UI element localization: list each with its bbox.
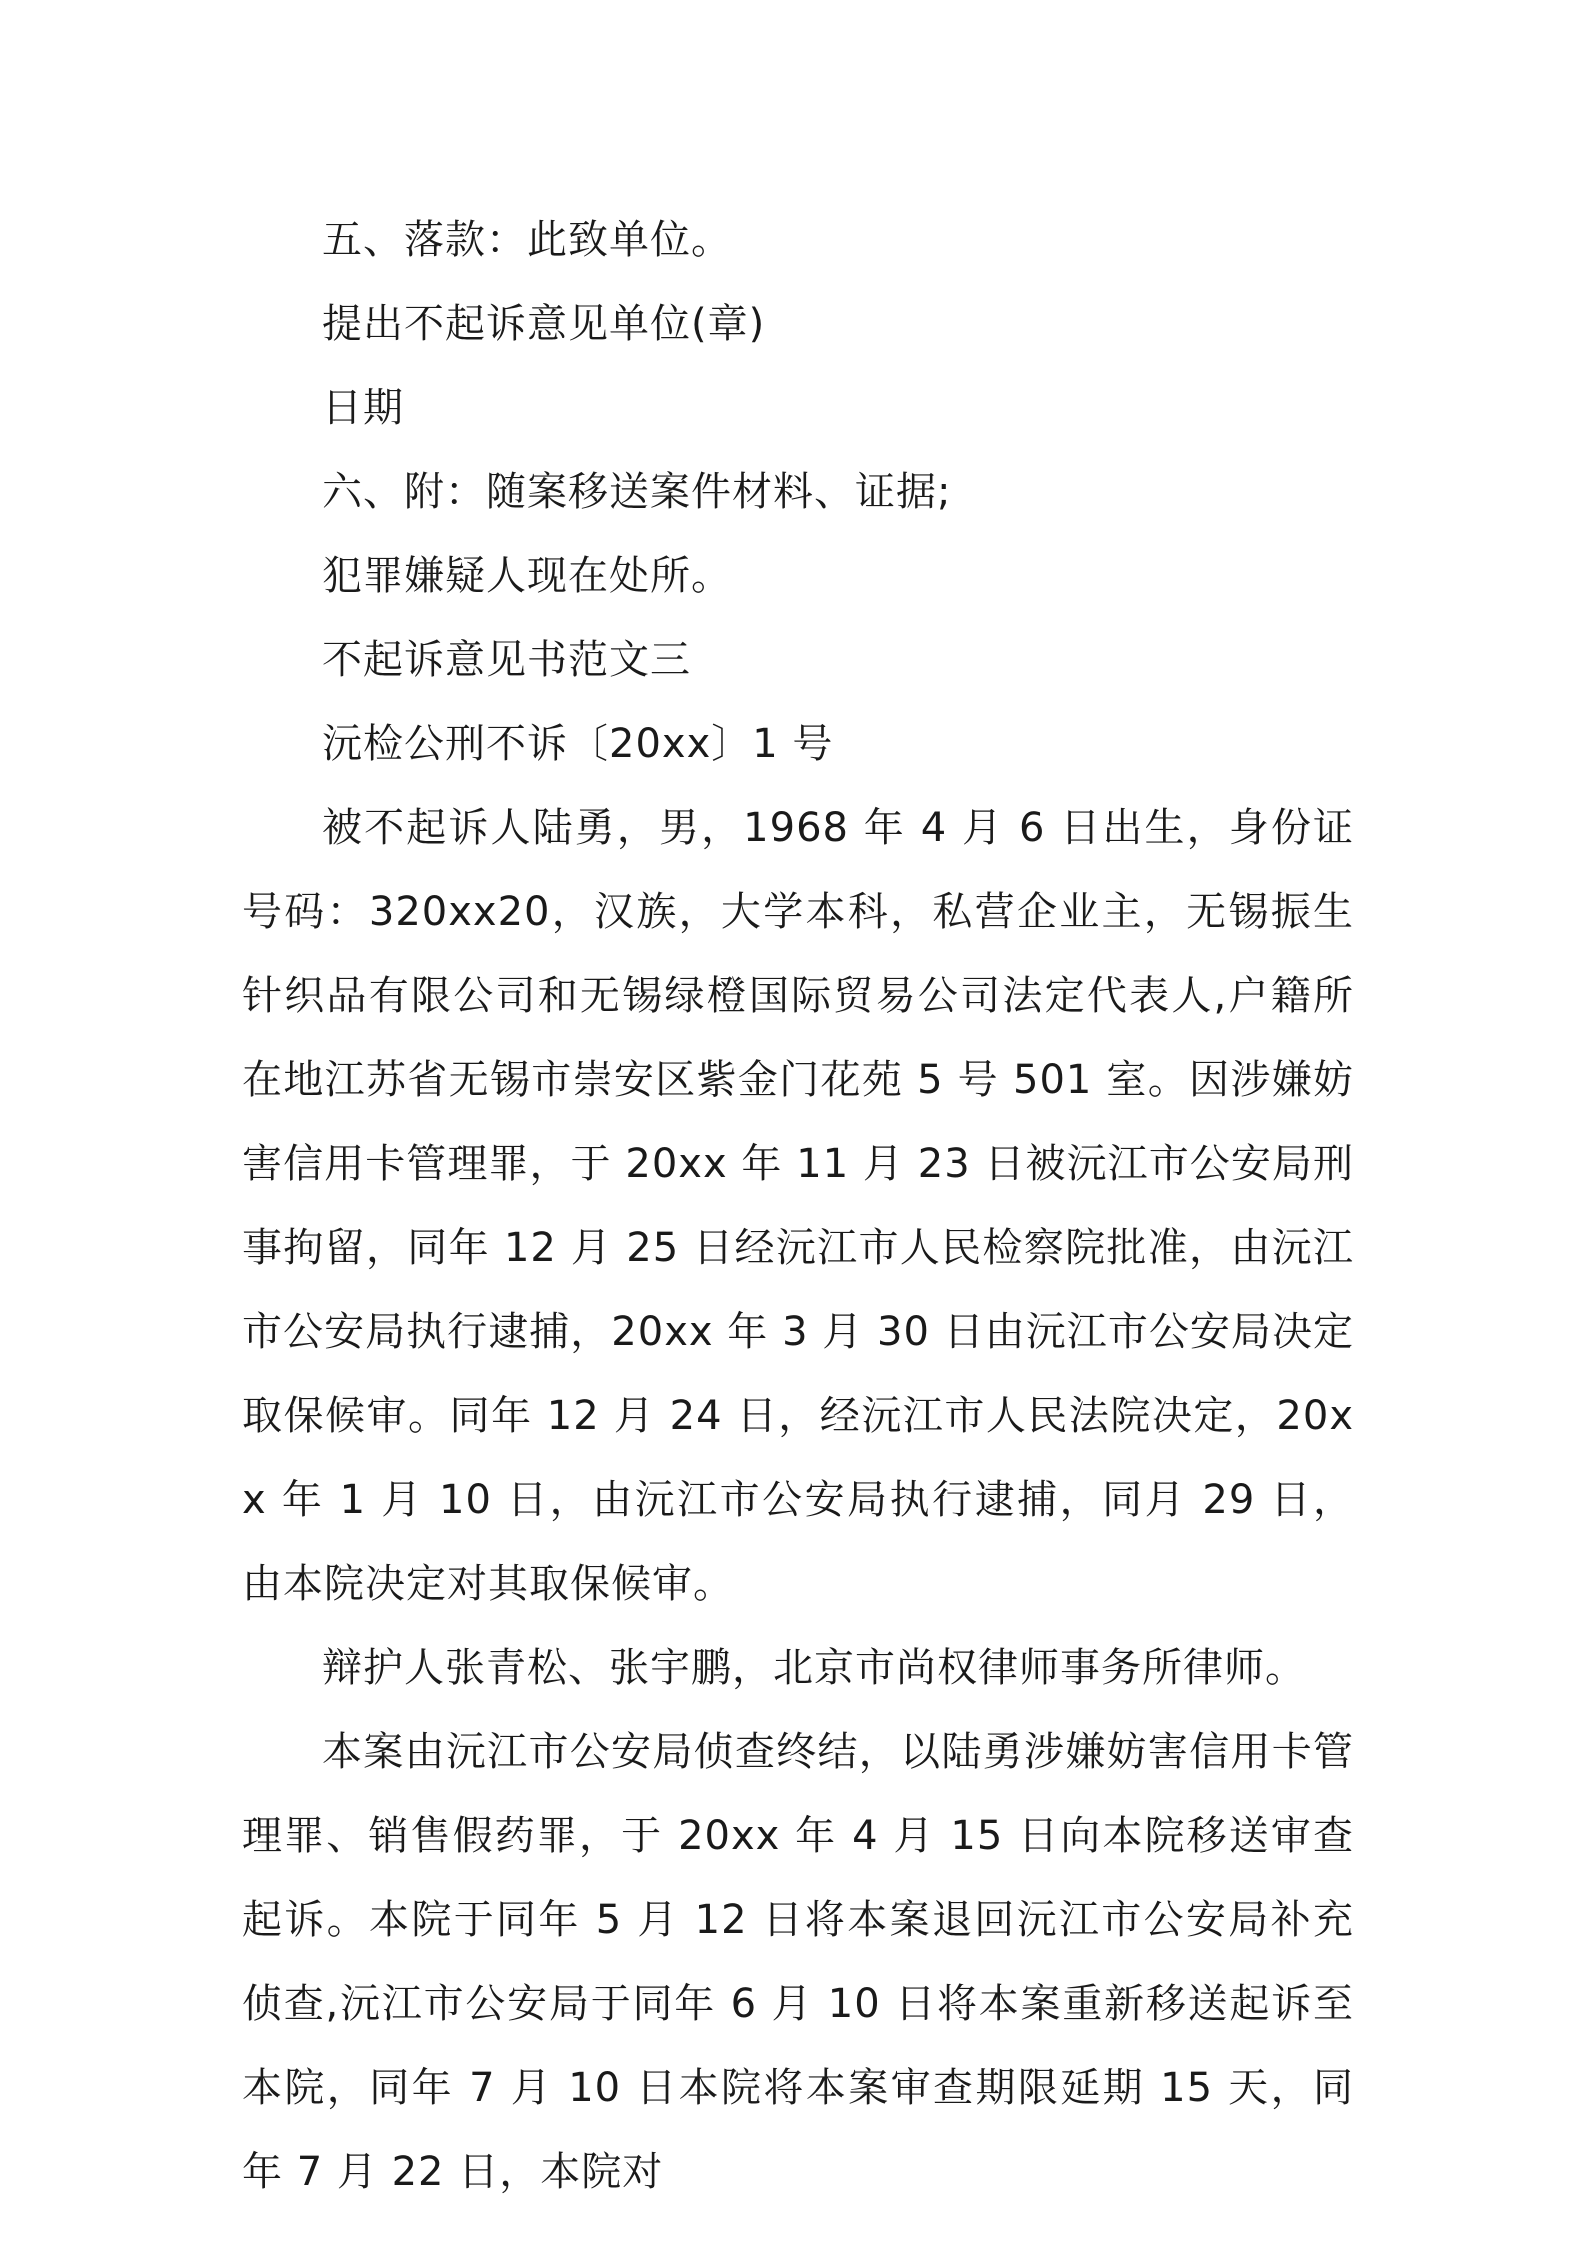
paragraph-defense-counsel: 辩护人张青松、张宇鹏，北京市尚权律师事务所律师。 (322, 1645, 1306, 1691)
date-line: 日期 (322, 385, 404, 431)
paragraph-defendant-info: 被不起诉人陆勇，男，1968 年 4 月 6 日出生，身份证号码：320xx20，汉族，大学本科，私营企业主，无锡振生针织品有限公司和无锡绿橙国际贸易公司法定代表人,户籍所在地江苏省无锡市崇安区紫金门花苑 5 号 501 室。因涉嫌妨害信用卡管理罪，于 20xx 年 11 月 23 日被沅江市公安局刑事拘留，同年 12 月 25 日经沅江市人民检察院批准，由沅江市公安局执行逮捕，20xx 年 3 月 30 日由沅江市公安局决定取保候审。同年 12 月 24 日，经沅江市人民法院决定，20xx 年 1 月 10 日，由沅江市公安局执行逮捕，同月 29 日，由本院决定对其取保候审。 (242, 805, 1354, 1607)
section-title: 不起诉意见书范文三 (322, 637, 691, 683)
signature-heading: 五、落款：此致单位。 (322, 217, 732, 263)
attachments-heading: 六、附：随案移送案件材料、证据; (322, 469, 952, 515)
suspect-location-line: 犯罪嫌疑人现在处所。 (322, 553, 732, 599)
paragraph-case-history: 本案由沅江市公安局侦查终结，以陆勇涉嫌妨害信用卡管理罪、销售假药罪，于 20xx 年 4 月 15 日向本院移送审查起诉。本院于同年 5 月 12 日将本案退回沅江市公安局补充侦查,沅江市公安局于同年 6 月 10 日将本案重新移送起诉至本院，同年 7 月 10 日本院将本案审查期限延期 15 天，同年 7 月 22 日，本院对 (242, 1729, 1354, 2195)
document-body (242, 198, 1354, 2214)
issuing-unit-seal-line: 提出不起诉意见单位(章) (322, 301, 766, 347)
document-number: 沅检公刑不诉〔20xx〕1 号 (322, 721, 834, 767)
